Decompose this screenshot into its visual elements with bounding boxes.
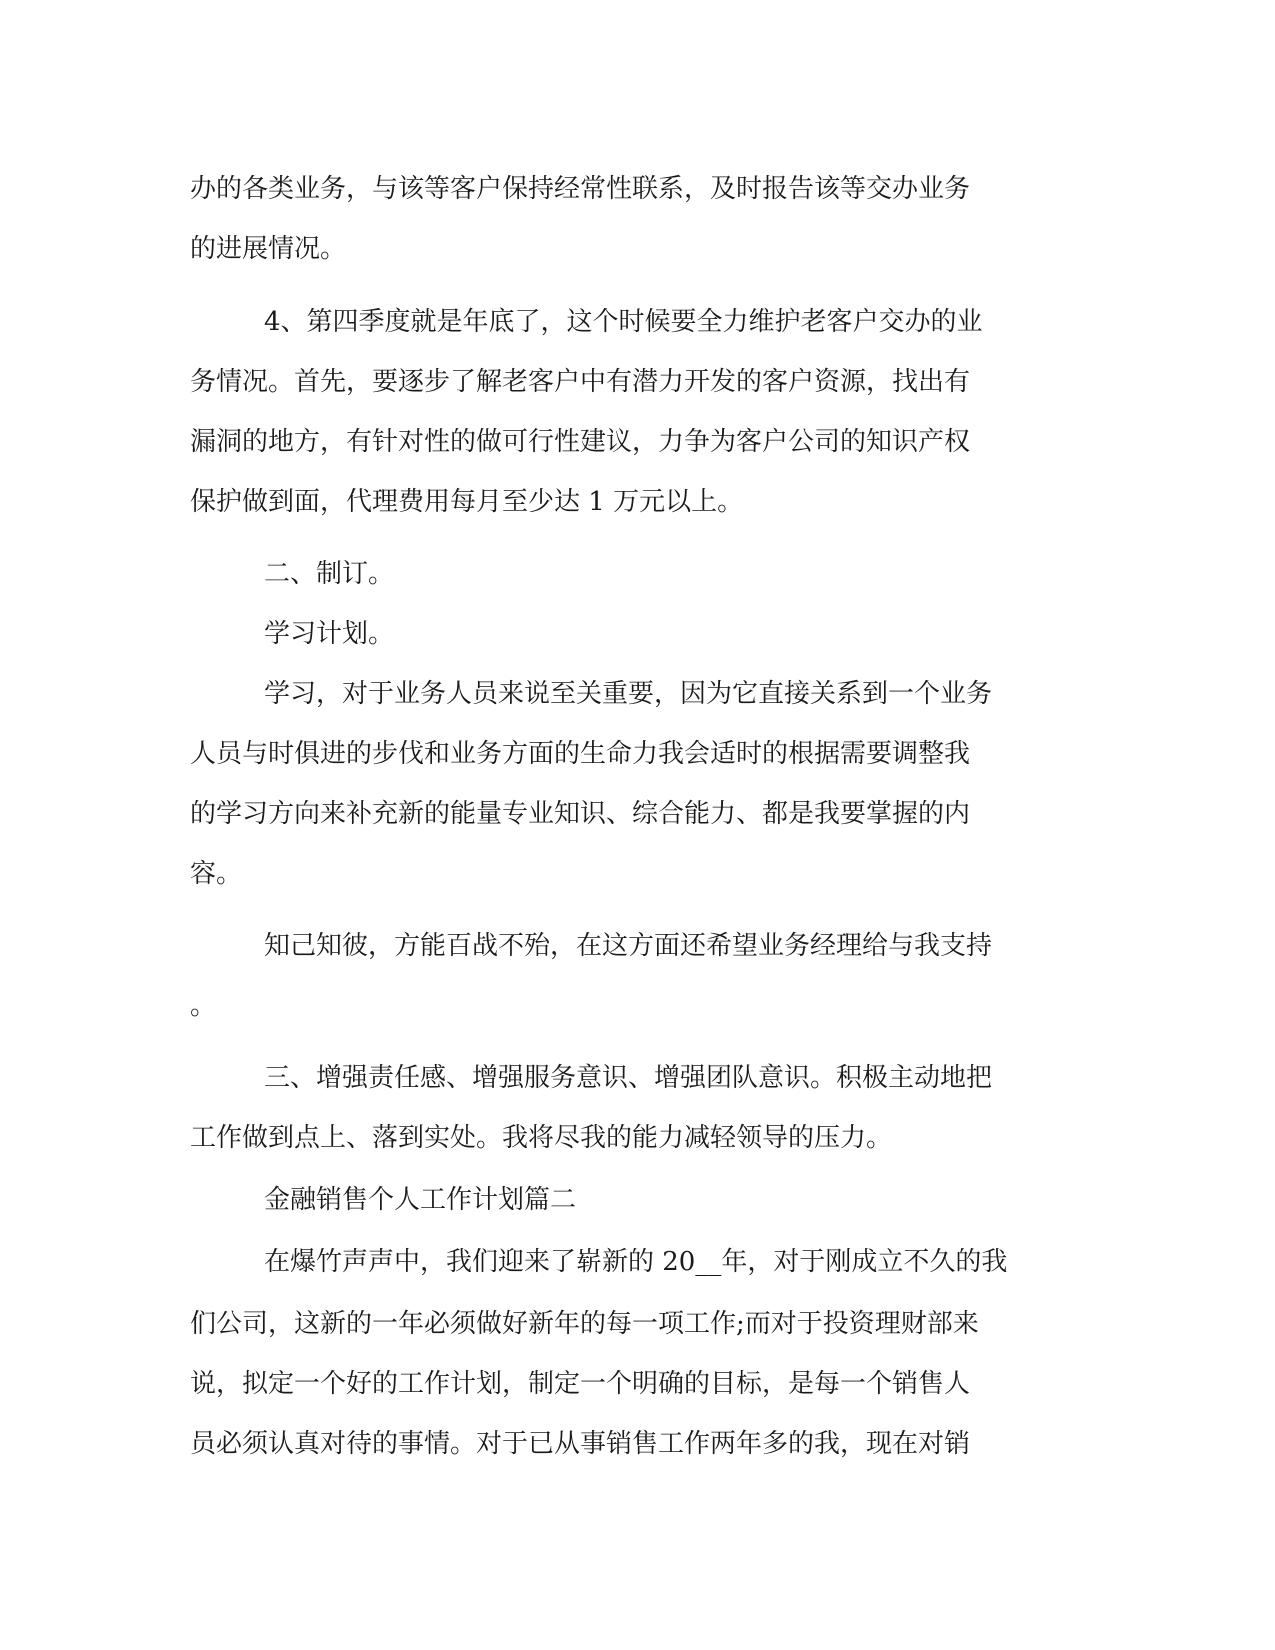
text-line: 4、第四季度就是年底了，这个时候要全力维护老客户交办的业 — [264, 307, 983, 337]
text-line: 知己知彼，方能百战不殆，在这方面还希望业务经理给与我支持 — [264, 931, 993, 961]
section-heading: 金融销售个人工作计划篇二 — [264, 1185, 577, 1215]
text-line: 三、增强责任感、增强服务意识、增强团队意识。积极主动地把 — [264, 1063, 993, 1093]
text-line: 工作做到点上、落到实处。我将尽我的能力减轻领导的压力。 — [190, 1123, 893, 1153]
text-line: 。 — [190, 991, 217, 1021]
text-line: 办的各类业务，与该等客户保持经常性联系，及时报告该等交办业务 — [190, 174, 971, 204]
text-line: 说，拟定一个好的工作计划，制定一个明确的目标，是每一个销售人 — [190, 1369, 971, 1399]
text-line: 们公司，这新的一年必须做好新年的每一项工作;而对于投资理财部来 — [190, 1309, 979, 1339]
text-line: 漏洞的地方，有针对性的做可行性建议，力争为客户公司的知识产权 — [190, 427, 971, 457]
text-line: 的学习方向来补充新的能量专业知识、综合能力、都是我要掌握的内 — [190, 799, 971, 829]
text-line: 的进展情况。 — [190, 234, 347, 264]
text-line: 人员与时俱进的步伐和业务方面的生命力我会适时的根据需要调整我 — [190, 739, 971, 769]
text-line: 学习，对于业务人员来说至关重要，因为它直接关系到一个业务 — [264, 679, 993, 709]
text-line: 员必须认真对待的事情。对于已从事销售工作两年多的我，现在对销 — [190, 1429, 971, 1459]
text-line: 保护做到面，代理费用每月至少达 1 万元以上。 — [190, 487, 744, 517]
text-line: 在爆竹声声中，我们迎来了崭新的 20__年，对于刚成立不久的我 — [264, 1247, 1008, 1277]
text-line: 二、制订。 — [264, 559, 395, 589]
text-line: 学习计划。 — [264, 619, 395, 649]
text-line: 务情况。首先，要逐步了解老客户中有潜力开发的客户资源，找出有 — [190, 367, 971, 397]
text-line: 容。 — [190, 859, 243, 889]
